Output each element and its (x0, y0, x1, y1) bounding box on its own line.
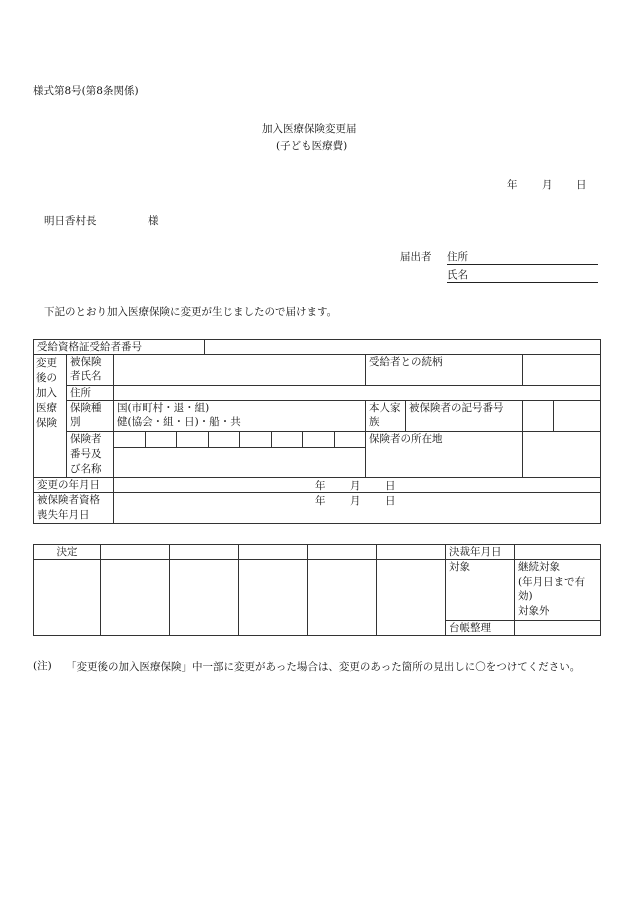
relationship-field[interactable] (523, 355, 601, 386)
loss-date-year: 年 (315, 495, 326, 507)
form-title: 加入医療保険変更届 (262, 123, 357, 135)
applicant-address-field[interactable] (447, 249, 598, 265)
applicant-address-label: 住所 (447, 251, 468, 263)
addressee-honorific: 様 (148, 215, 159, 227)
date-year-label: 年 (507, 179, 518, 191)
address-field[interactable] (114, 386, 601, 401)
addressee-name: 明日香村長 (44, 215, 97, 227)
loss-date-label: 被保険者資格喪失年月日 (34, 493, 114, 524)
target-label: 対象 (446, 560, 515, 621)
insured-symbol-field-2[interactable] (554, 401, 601, 432)
digit-box[interactable] (146, 432, 178, 447)
digit-box[interactable] (209, 432, 241, 447)
decision-cell[interactable] (101, 545, 170, 560)
continuing-label: 継続対象 (518, 561, 560, 573)
decision-date-label: 決裁年月日 (446, 545, 515, 560)
insurance-type-line1: 国(市町村・退・組) (117, 402, 210, 414)
self-family-label: 本人家族 (366, 401, 406, 432)
target-options[interactable] (515, 560, 601, 621)
insurance-type-line2: 健(協会・組・日)・船・共 (117, 416, 241, 428)
intro-text: 下記のとおり加入医療保険に変更が生じましたので届けます。 (44, 306, 338, 318)
seal-cell[interactable] (308, 560, 377, 636)
insurer-number-boxes[interactable] (114, 432, 365, 448)
office-use-table (33, 544, 601, 636)
loss-date-field[interactable] (114, 493, 601, 524)
insurer-label: 保険者番号及び名称 (67, 432, 114, 478)
ledger-label: 台帳整理 (446, 621, 515, 636)
insured-symbol-label: 被保険者の記号番号 (406, 401, 523, 432)
cert-number-label: 受給資格証受給者番号 (34, 340, 205, 355)
applicant-name-label: 氏名 (447, 269, 468, 281)
insurer-location-label: 保険者の所在地 (366, 432, 523, 478)
cert-number-field[interactable] (205, 340, 601, 355)
decision-cell[interactable] (308, 545, 377, 560)
digit-box[interactable] (114, 432, 146, 447)
note-text: 「変更後の加入医療保険」中一部に変更があった場合は、変更のあった箇所の見出しに〇をつけてください。 (66, 661, 581, 673)
relationship-label: 受給者との続柄 (366, 355, 523, 386)
digit-box[interactable] (240, 432, 272, 447)
digit-box[interactable] (272, 432, 304, 447)
ledger-field[interactable] (515, 621, 601, 636)
change-date-year: 年 (315, 480, 326, 492)
date-day-label: 日 (576, 179, 587, 191)
insurance-type-options[interactable] (114, 401, 366, 432)
decision-date-field[interactable] (515, 545, 601, 560)
loss-date-day: 日 (385, 495, 396, 507)
insurance-type-label: 保険種別 (67, 401, 114, 432)
insured-name-field[interactable] (114, 355, 366, 386)
decision-label: 決定 (34, 545, 101, 560)
form-number: 様式第8号(第8条関係) (33, 85, 139, 97)
digit-box[interactable] (303, 432, 335, 447)
valid-until-label: (年月日まで有効) (518, 575, 586, 602)
change-date-field[interactable] (114, 478, 601, 493)
applicant-label: 届出者 (400, 251, 432, 263)
seal-cell[interactable] (101, 560, 170, 636)
digit-box[interactable] (177, 432, 209, 447)
group-label: 変更後の加入医療保険 (34, 355, 67, 478)
change-date-day: 日 (385, 480, 396, 492)
note-label: (注) (33, 660, 52, 672)
insured-symbol-field-1[interactable] (523, 401, 554, 432)
insurer-location-field[interactable] (523, 432, 601, 478)
form-subtitle: (子ども医療費) (276, 140, 348, 152)
insured-name-label: 被保険者氏名 (67, 355, 114, 386)
change-date-month: 月 (350, 480, 361, 492)
change-date-label: 変更の年月日 (34, 478, 114, 493)
address-label: 住所 (67, 386, 114, 401)
decision-cell[interactable] (239, 545, 308, 560)
insurer-field[interactable] (114, 432, 366, 478)
seal-cell[interactable] (170, 560, 239, 636)
digit-box[interactable] (335, 432, 366, 447)
change-form-table (33, 339, 601, 524)
decision-cell[interactable] (170, 545, 239, 560)
loss-date-month: 月 (350, 495, 361, 507)
seal-cell[interactable] (377, 560, 446, 636)
seal-cell[interactable] (239, 560, 308, 636)
target-out-label: 対象外 (518, 604, 550, 617)
decision-cell[interactable] (377, 545, 446, 560)
applicant-name-field[interactable] (447, 267, 598, 283)
decision-blank (34, 560, 101, 636)
date-month-label: 月 (542, 179, 553, 191)
